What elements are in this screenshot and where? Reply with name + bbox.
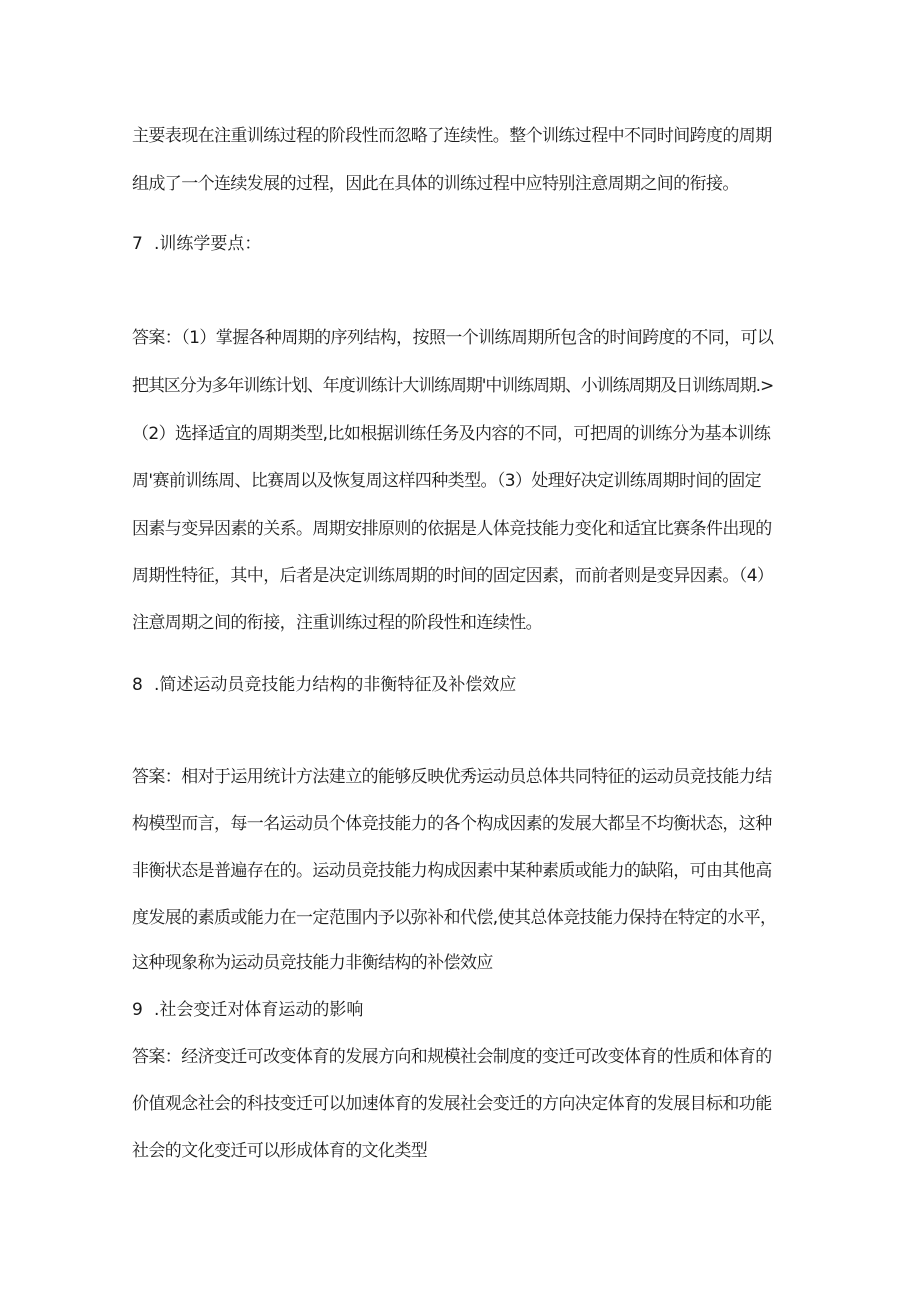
- answer-line: 答案：经济变迁可改变体育的发展方向和规模社会制度的变迁可改变体育的性质和体育的: [132, 1047, 772, 1067]
- answer-line: 把其区分为多年训练计划、年度训练计大训练周期'中训练周期、小训练周期及日训练周期.>: [132, 376, 774, 396]
- answer-line: 非衡状态是普遍存在的。运动员竞技能力构成因素中某种素质或能力的缺陷，可由其他高: [132, 861, 772, 881]
- question-8-heading: [132, 673, 516, 697]
- answer-line: 构模型而言，每一名运动员个体竞技能力的各个构成因素的发展大都呈不均衡状态，这种: [132, 814, 772, 834]
- question-number: 8: [132, 675, 143, 695]
- answer-line: 因素与变异因素的关系。周期安排原则的依据是人体竞技能力变化和适宜比赛条件出现的: [132, 519, 772, 539]
- question-title: .简述运动员竞技能力结构的非衡特征及补偿效应: [154, 675, 517, 695]
- answer-line: 周'赛前训练周、比赛周以及恢复周这样四种类型。（3）处理好决定训练周期时间的固定: [132, 471, 761, 491]
- answer-line: （2）选择适宜的周期类型,比如根据训练任务及内容的不同，可把周的训练分为基本训练: [132, 424, 771, 444]
- answer-line: 度发展的素质或能力在一定范围内予以弥补和代偿,使其总体竞技能力保持在特定的水平，: [132, 908, 777, 928]
- question-7-heading: [132, 232, 261, 256]
- question-9-heading: [132, 998, 363, 1022]
- answer-line: 周期性特征，其中，后者是决定训练周期的时间的固定因素，而前者则是变异因素。（4）: [132, 566, 774, 586]
- answer-line: 答案：（1）掌握各种周期的序列结构，按照一个训练周期所包含的时间跨度的不同，可以: [132, 328, 774, 348]
- answer-line: 答案：相对于运用统计方法建立的能够反映优秀运动员总体共同特征的运动员竞技能力结: [132, 767, 772, 787]
- question-title: .训练学要点：: [154, 234, 262, 254]
- question-number: 7: [132, 234, 143, 254]
- question-number: 9: [132, 1000, 143, 1020]
- answer-line: 注意周期之间的衔接，注重训练过程的阶段性和连续性。: [132, 613, 542, 633]
- intro-line: 组成了一个连续发展的过程，因此在具体的训练过程中应特别注意周期之间的衔接。: [132, 174, 739, 194]
- answer-line: 这种现象称为运动员竞技能力非衡结构的补偿效应: [132, 953, 493, 973]
- intro-line: 主要表现在注重训练过程的阶段性而忽略了连续性。整个训练过程中不同时间跨度的周期: [132, 126, 772, 146]
- answer-line: 社会的文化变迁可以形成体育的文化类型: [132, 1141, 428, 1161]
- question-title: .社会变迁对体育运动的影响: [154, 1000, 364, 1020]
- answer-line: 价值观念社会的科技变迁可以加速体育的发展社会变迁的方向决定体育的发展目标和功能: [132, 1094, 772, 1114]
